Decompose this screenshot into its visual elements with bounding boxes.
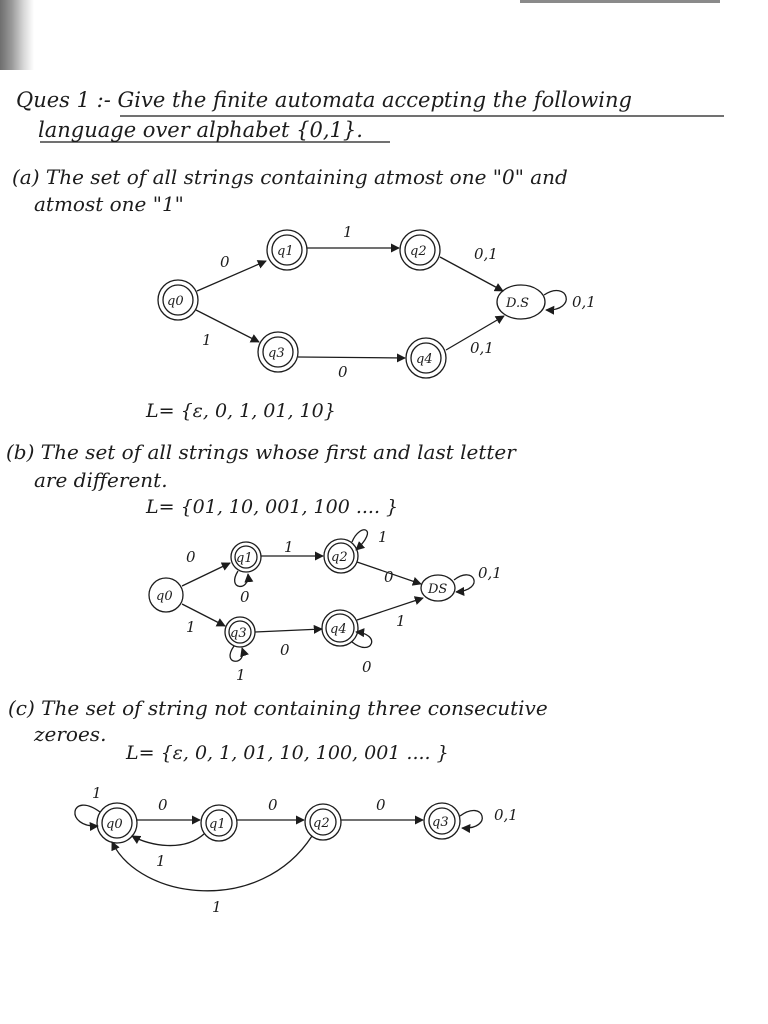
edge-q2-loop: 1	[378, 528, 388, 546]
edge-q3-loop: 0,1	[494, 806, 518, 824]
edge-q0-loop: 1	[92, 784, 102, 802]
part-a-line-2: atmost one "1"	[34, 192, 184, 216]
edge-q2-ds: 0,1	[474, 245, 498, 263]
state-dead: DS	[428, 582, 448, 597]
edge-q3-q4: 0	[280, 641, 290, 659]
question-underlines	[0, 0, 768, 160]
edge-q4-ds: 1	[396, 612, 406, 630]
part-b-line-1: (b) The set of all strings whose first and last letter	[6, 440, 516, 464]
state-q3: q3	[268, 346, 285, 361]
edge-q0-q3: 1	[186, 618, 196, 636]
state-q2: q2	[331, 550, 348, 565]
edge-q1-loop: 0	[240, 588, 250, 606]
state-q4: q4	[416, 352, 433, 367]
part-b-diagram	[0, 520, 768, 690]
edge-q3-loop: 1	[236, 666, 246, 684]
state-q1: q1	[277, 244, 294, 259]
state-q2: q2	[313, 816, 330, 831]
edge-q1-q0: 1	[156, 852, 166, 870]
part-a-line-1: (a) The set of all strings containing atmost one "0" and	[12, 165, 568, 189]
edge-q1-q2: 0	[268, 796, 278, 814]
state-q4: q4	[330, 622, 347, 637]
edge-q3-q4: 0	[338, 363, 348, 381]
edge-q2-ds: 0	[384, 568, 394, 586]
part-b-language: L= {01, 10, 001, 100 .... }	[146, 496, 399, 518]
edge-q0-q3: 1	[202, 331, 212, 349]
edge-q2-q0: 1	[212, 898, 222, 916]
edge-q0-q1: 0	[220, 253, 230, 271]
part-a-language: L= {ε, 0, 1, 01, 10}	[146, 400, 336, 422]
state-q1: q1	[236, 551, 253, 566]
question-line-1: Ques 1 :- Give the finite automata accepting the following	[16, 88, 632, 112]
edge-q0-q1: 0	[186, 548, 196, 566]
part-c-line-2: zeroes.	[34, 722, 107, 746]
edge-ds-loop: 0,1	[572, 293, 596, 311]
state-q0: q0	[106, 817, 123, 832]
state-q2: q2	[410, 244, 427, 259]
edge-q1-q2: 1	[284, 538, 294, 556]
part-c-diagram	[0, 780, 768, 920]
edge-q1-q2: 1	[343, 223, 353, 241]
part-c-line-1: (c) The set of string not containing three consecutive	[8, 696, 548, 720]
part-c-language: L= {ε, 0, 1, 01, 10, 100, 001 .... }	[126, 742, 449, 764]
part-a-diagram	[0, 215, 768, 405]
edge-q4-ds: 0,1	[470, 339, 494, 357]
edge-ds-loop: 0,1	[478, 564, 502, 582]
edge-q0-q1: 0	[158, 796, 168, 814]
question-line-2: language over alphabet {0,1}.	[38, 118, 363, 142]
state-q1: q1	[209, 817, 226, 832]
state-q0: q0	[167, 294, 184, 309]
state-q3: q3	[432, 815, 449, 830]
state-q0: q0	[156, 589, 173, 604]
edge-q4-loop: 0	[362, 658, 372, 676]
part-b-line-2: are different.	[34, 468, 168, 492]
edge-q2-q3: 0	[376, 796, 386, 814]
state-q3: q3	[230, 626, 247, 641]
state-dead: D.S	[506, 296, 529, 311]
